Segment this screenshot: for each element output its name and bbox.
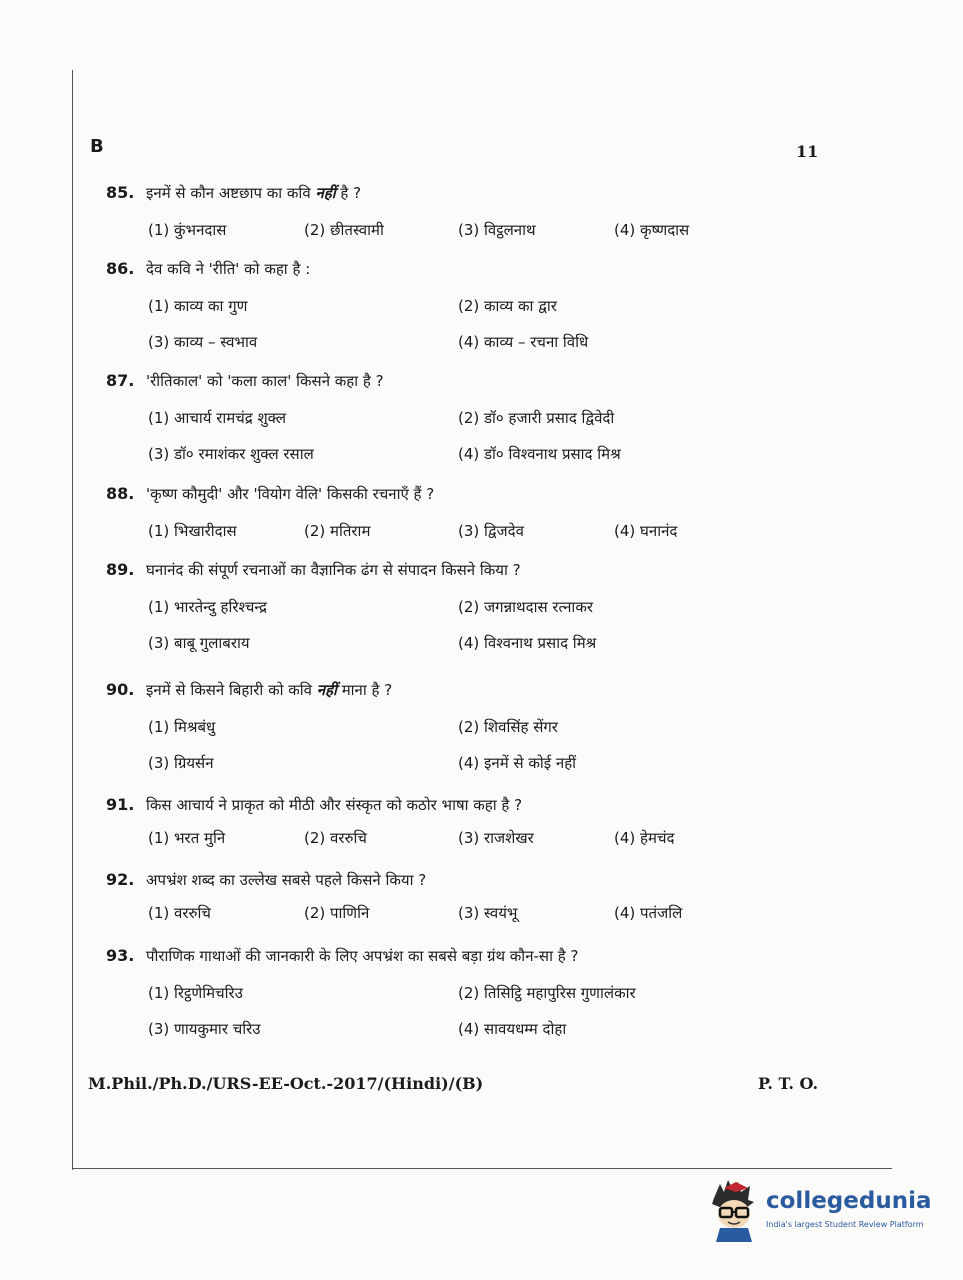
- option-1: (1) भारतेन्दु हरिश्चन्द्र: [148, 598, 267, 616]
- option-3: (3) णायकुमार चरिउ: [148, 1020, 261, 1038]
- option-3: (3) स्वयंभू: [458, 904, 518, 922]
- page-border-left: [72, 70, 73, 1170]
- option-3: (3) डॉ० रमाशंकर शुक्ल रसाल: [148, 445, 314, 463]
- exam-code: M.Phil./Ph.D./URS-EE-Oct.-2017/(Hindi)/(B): [88, 1074, 484, 1093]
- mascot-icon: [706, 1178, 762, 1242]
- question-number: 87.: [106, 371, 135, 390]
- option-2: (2) वररुचि: [304, 829, 367, 847]
- question-number: 93.: [106, 946, 135, 965]
- option-4: (4) कृष्णदास: [614, 221, 690, 239]
- option-2: (2) तिसिट्ठि महापुरिस गुणालंकार: [458, 984, 636, 1002]
- page-number: 11: [796, 142, 819, 161]
- option-3: (3) राजशेखर: [458, 829, 534, 847]
- question-text: अपभ्रंश शब्द का उल्लेख सबसे पहले किसने किया ?: [146, 871, 427, 889]
- option-4: (4) विश्वनाथ प्रसाद मिश्र: [458, 634, 597, 652]
- question-number: 92.: [106, 870, 135, 889]
- option-4: (4) काव्य – रचना विधि: [458, 333, 589, 351]
- logo-wordmark: collegedunia: [766, 1188, 932, 1214]
- option-2: (2) काव्य का द्वार: [458, 297, 557, 315]
- option-3: (3) विट्ठलनाथ: [458, 221, 536, 239]
- option-4: (4) पतंजलि: [614, 904, 683, 922]
- question-number: 85.: [106, 183, 135, 202]
- option-4: (4) घनानंद: [614, 522, 678, 540]
- question-text: देव कवि ने 'रीति' को कहा है :: [146, 260, 311, 278]
- option-1: (1) रिट्ठणेमिचरिउ: [148, 984, 243, 1002]
- option-1: (1) काव्य का गुण: [148, 297, 248, 315]
- pto-label: P. T. O.: [758, 1074, 819, 1093]
- page-border-bottom: [72, 1168, 892, 1169]
- question-text: पौराणिक गाथाओं की जानकारी के लिए अपभ्रंश का सबसे बड़ा ग्रंथ कौन-सा है ?: [146, 947, 579, 965]
- question-text: 'रीतिकाल' को 'कला काल' किसने कहा है ?: [146, 372, 384, 390]
- option-2: (2) जगन्नाथदास रत्नाकर: [458, 598, 593, 616]
- question-number: 90.: [106, 680, 135, 699]
- question-number: 88.: [106, 484, 135, 503]
- question-text: 'कृष्ण कौमुदी' और 'वियोग वेलि' किसकी रचनाएँ हैं ?: [146, 485, 435, 503]
- option-4: (4) इनमें से कोई नहीं: [458, 754, 577, 772]
- question-text: घनानंद की संपूर्ण रचनाओं का वैज्ञानिक ढंग से संपादन किसने किया ?: [146, 561, 521, 579]
- option-1: (1) भिखारीदास: [148, 522, 237, 540]
- question-number: 91.: [106, 795, 135, 814]
- option-1: (1) वररुचि: [148, 904, 211, 922]
- option-2: (2) छीतस्वामी: [304, 221, 384, 239]
- question-number: 89.: [106, 560, 135, 579]
- option-2: (2) डॉ० हजारी प्रसाद द्विवेदी: [458, 409, 615, 427]
- section-label: B: [90, 136, 104, 157]
- option-1: (1) मिश्रबंधु: [148, 718, 216, 736]
- question-number: 86.: [106, 259, 135, 278]
- option-2: (2) पाणिनि: [304, 904, 370, 922]
- option-4: (4) हेमचंद: [614, 829, 675, 847]
- logo-tagline: India's largest Student Review Platform: [766, 1220, 924, 1229]
- question-text: इनमें से कौन अष्टछाप का कवि नहीं है ?: [146, 184, 362, 202]
- option-3: (3) द्विजदेव: [458, 522, 524, 540]
- option-4: (4) सावयधम्म दोहा: [458, 1020, 567, 1038]
- option-1: (1) आचार्य रामचंद्र शुक्ल: [148, 409, 287, 427]
- option-3: (3) ग्रियर्सन: [148, 754, 214, 772]
- option-2: (2) शिवसिंह सेंगर: [458, 718, 558, 736]
- option-1: (1) कुंभनदास: [148, 221, 227, 239]
- collegedunia-logo: [706, 1176, 946, 1246]
- question-text: किस आचार्य ने प्राकृत को मीठी और संस्कृत को कठोर भाषा कहा है ?: [146, 796, 523, 814]
- option-3: (3) बाबू गुलाबराय: [148, 634, 250, 652]
- question-text: इनमें से किसने बिहारी को कवि नहीं माना है ?: [146, 681, 393, 699]
- option-3: (3) काव्य – स्वभाव: [148, 333, 258, 351]
- option-1: (1) भरत मुनि: [148, 829, 226, 847]
- option-2: (2) मतिराम: [304, 522, 371, 540]
- option-4: (4) डॉ० विश्वनाथ प्रसाद मिश्र: [458, 445, 621, 463]
